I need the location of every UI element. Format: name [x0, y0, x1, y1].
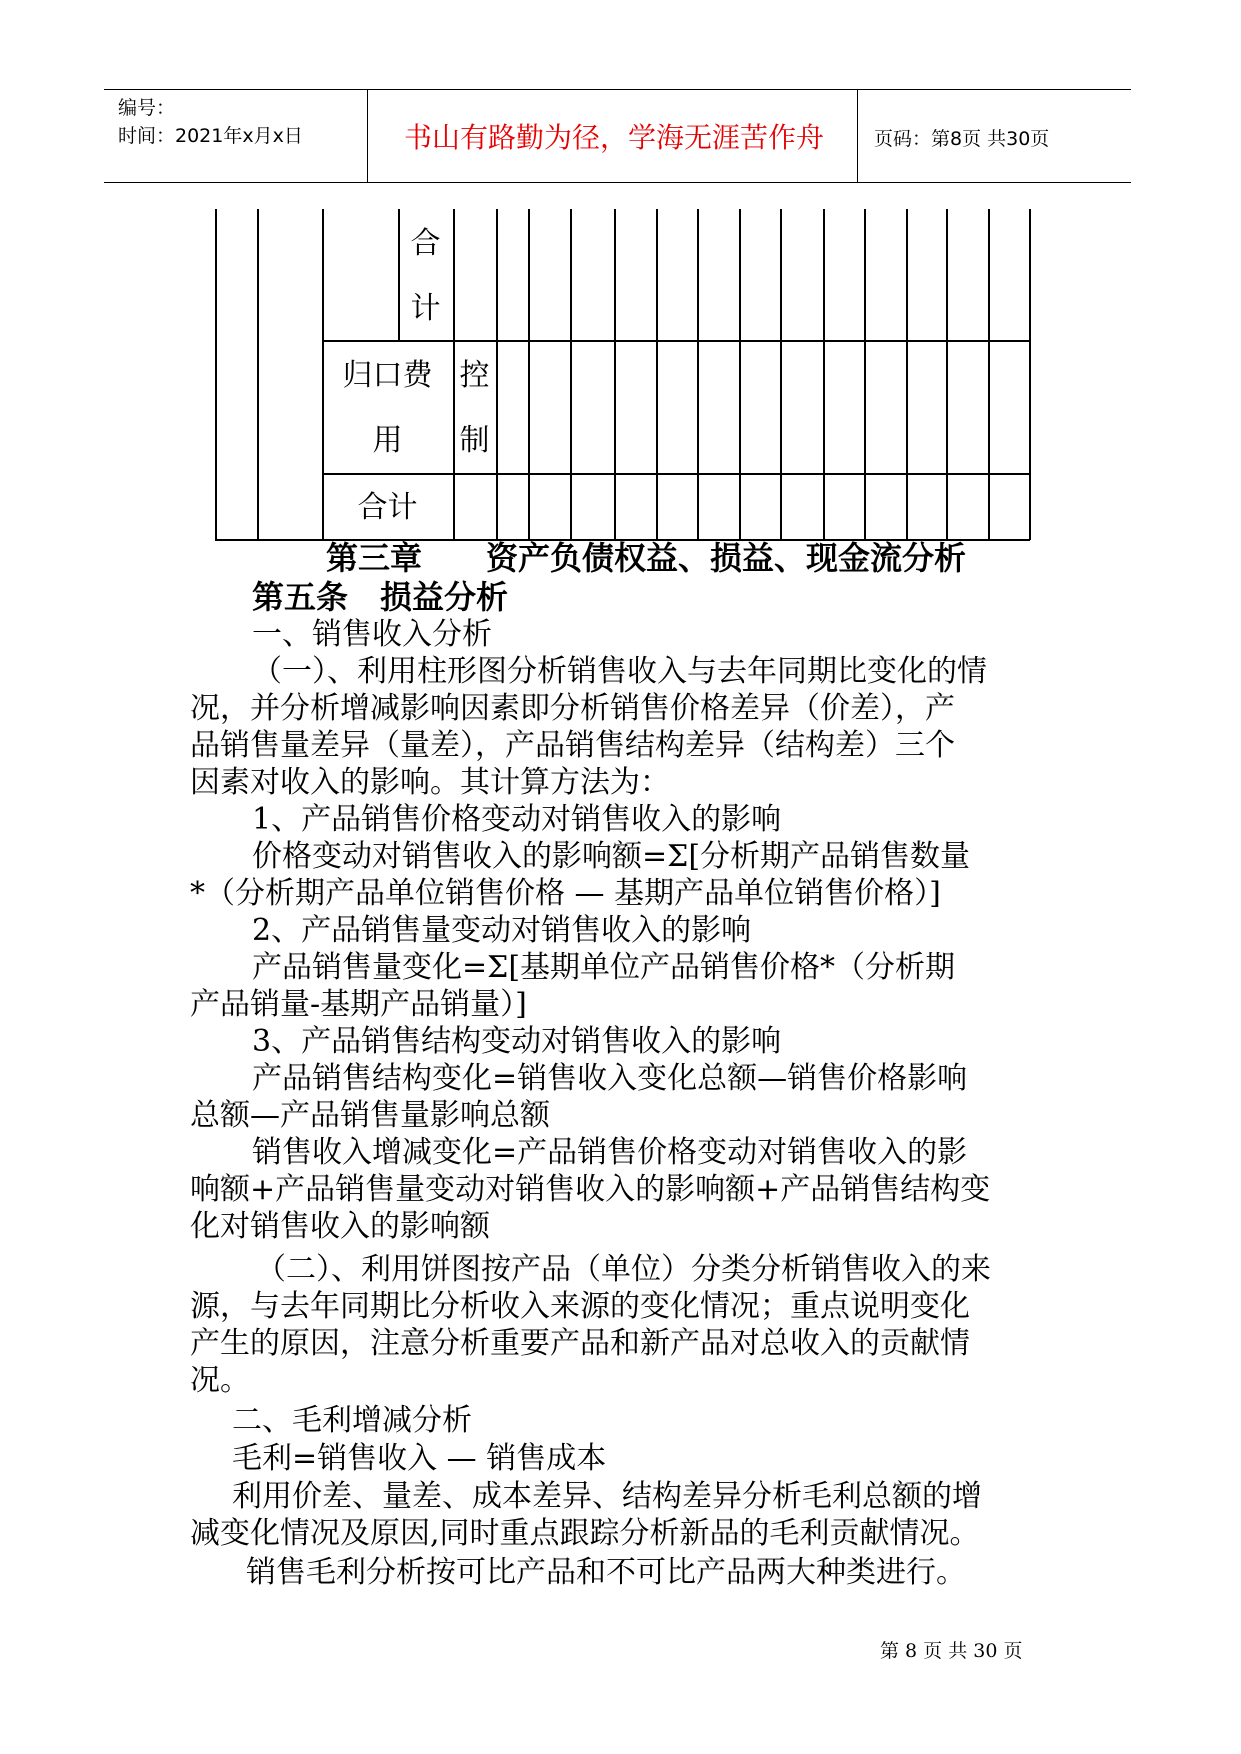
- paragraph-line: 销售毛利分析按可比产品和不可比产品两大种类进行。: [246, 1555, 966, 1590]
- table-col-line: [697, 209, 699, 540]
- table-col-line: [823, 209, 825, 540]
- chapter-heading: 第三章 资产负债权益、损益、现金流分析: [326, 539, 967, 577]
- cell-centralized-expense: 归口费: [342, 358, 433, 393]
- paragraph-line: 况。: [190, 1363, 250, 1398]
- table-col-line: [656, 209, 658, 540]
- table-col-line: [570, 209, 572, 540]
- paragraph-line: 产品销售结构变化=销售收入变化总额—销售价格影响: [252, 1061, 968, 1096]
- cell-control-first-char: 控: [459, 358, 490, 393]
- table-col-line: [496, 209, 498, 540]
- header-page-label: 页码：第8页 共30页: [874, 128, 1050, 150]
- table-col-line: [988, 209, 990, 540]
- cell-centralized-expense-cont: 用: [372, 423, 403, 458]
- table-col-line: [528, 209, 530, 540]
- paragraph-line: 3、产品销售结构变动对销售收入的影响: [252, 1024, 782, 1059]
- cell-total: 合计: [357, 490, 418, 525]
- header-divider-left: [367, 90, 368, 183]
- paragraph-line: *（分析期产品单位销售价格 — 基期产品单位销售价格）]: [190, 876, 941, 911]
- paragraph-line: 1、产品销售价格变动对销售收入的影响: [252, 802, 782, 837]
- paragraph-line: 响额+产品销售量变动对销售收入的影响额+产品销售结构变: [190, 1172, 991, 1207]
- table-row-divider: [322, 340, 1030, 342]
- table-col-line: [1029, 209, 1031, 540]
- table-col-line: [739, 209, 741, 540]
- header-divider-right: [857, 90, 858, 183]
- cell-total-second-char: 计: [410, 291, 441, 326]
- paragraph-line: （二）、利用饼图按产品（单位）分类分析销售收入的来: [256, 1252, 991, 1287]
- document-number-label: 编号：: [118, 97, 176, 119]
- table-col-line: [614, 209, 616, 540]
- table-col-line: [864, 209, 866, 540]
- header-top-rule: [104, 89, 1131, 90]
- paragraph-line: 减变化情况及原因,同时重点跟踪分析新品的毛利贡献情况。: [190, 1516, 980, 1551]
- table-col-line: [215, 209, 217, 540]
- paragraph-line: （一）、利用柱形图分析销售收入与去年同期比变化的情: [252, 654, 987, 689]
- paragraph-line: 价格变动对销售收入的影响额=Σ[分析期产品销售数量: [252, 839, 971, 874]
- paragraph-line: 产生的原因，注意分析重要产品和新产品对总收入的贡献情: [190, 1326, 970, 1361]
- header-motto: 书山有路勤为径，学海无涯苦作舟: [403, 121, 824, 154]
- section-heading: 一、销售收入分析: [252, 617, 492, 652]
- paragraph-line: 产品销售量变化=Σ[基期单位产品销售价格*（分析期: [252, 950, 956, 985]
- table-col-line: [906, 209, 908, 540]
- document-time-label: 时间：2021年x月x日: [118, 125, 303, 147]
- cell-control-second-char: 制: [459, 423, 490, 458]
- header-bottom-rule: [104, 182, 1131, 183]
- paragraph-line: 况，并分析增减影响因素即分析销售价格差异（价差），产: [190, 691, 955, 726]
- paragraph-line: 总额—产品销售量影响总额: [190, 1098, 550, 1133]
- paragraph-line: 销售收入增减变化=产品销售价格变动对销售收入的影: [252, 1135, 968, 1170]
- table-col-line: [946, 209, 948, 540]
- footer-page-number: 第 8 页 共 30 页: [880, 1640, 1023, 1662]
- article-heading: 第五条 损益分析: [252, 578, 509, 616]
- section-heading: 二、毛利增减分析: [232, 1403, 472, 1438]
- header-meta: [118, 94, 303, 150]
- table-col-line: [257, 209, 259, 540]
- paragraph-line: 利用价差、量差、成本差异、结构差异分析毛利总额的增: [232, 1479, 982, 1514]
- table-row-divider: [322, 473, 1030, 475]
- paragraph-line: 化对销售收入的影响额: [190, 1209, 490, 1244]
- paragraph-line: 产品销量-基期产品销量）]: [190, 987, 527, 1022]
- paragraph-line: 品销售量差异（量差），产品销售结构差异（结构差）三个: [190, 728, 955, 763]
- paragraph-line: 因素对收入的影响。其计算方法为：: [190, 765, 670, 800]
- paragraph-line: 2、产品销售量变动对销售收入的影响: [252, 913, 752, 948]
- table-col-line: [780, 209, 782, 540]
- paragraph-line: 源，与去年同期比分析收入来源的变化情况；重点说明变化: [190, 1289, 970, 1324]
- cell-total-first-char: 合: [410, 226, 441, 261]
- formula-line: 毛利=销售收入 — 销售成本: [232, 1441, 607, 1476]
